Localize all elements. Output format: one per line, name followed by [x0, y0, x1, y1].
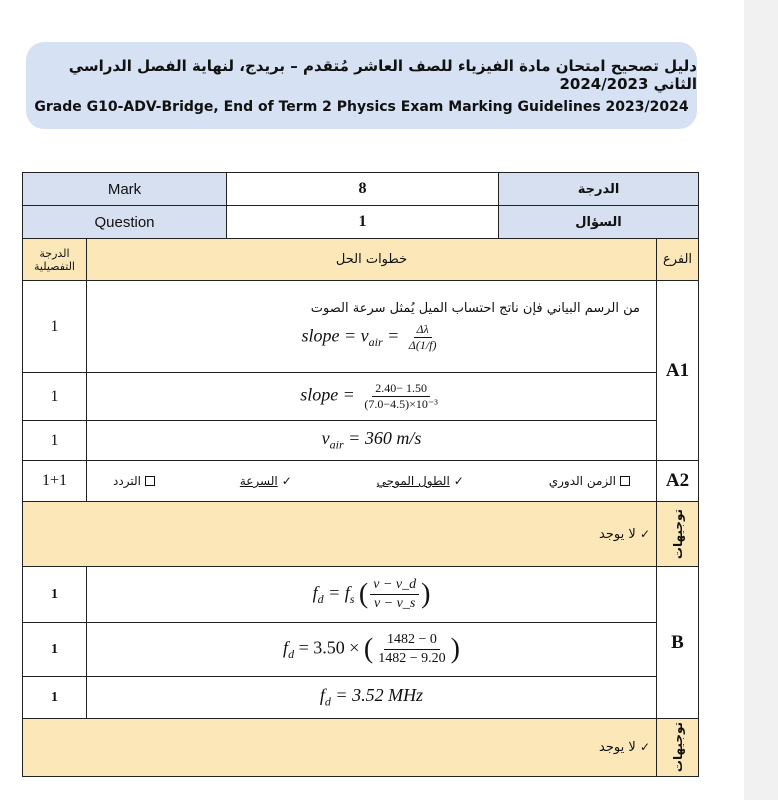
b-mark-3: 1: [23, 677, 87, 719]
branch-a2: A2: [657, 461, 699, 502]
mark-label-ar: الدرجة: [499, 173, 699, 206]
b-eq1-lhs: f: [312, 582, 318, 603]
b-eq3-rhs: = 3.52 MHz: [330, 685, 424, 706]
header-banner: [26, 42, 697, 129]
branch-a1: A1: [657, 281, 699, 461]
b-eq1-frac: [370, 576, 419, 613]
col-steps: خطوات الحل: [87, 239, 657, 281]
a2-mark: 1+1: [23, 461, 87, 502]
check-icon: ✓: [639, 526, 650, 541]
notes-2-label-cell: [657, 719, 699, 777]
mark-value: 8: [227, 173, 499, 206]
a2-option-list: [93, 474, 650, 488]
a1-step-1: [87, 281, 657, 373]
a1-eq1-lhs: slope = v: [301, 325, 369, 346]
col-branch: الفرع: [657, 239, 699, 281]
checkbox-empty-icon: [145, 476, 155, 486]
b-eq3-lhs-sub: d: [324, 694, 331, 709]
option-speed: [240, 474, 292, 488]
b-eq1-mid-sub: s: [349, 592, 355, 607]
a1-eq1-den: Δ(1/f): [408, 337, 437, 352]
b-eq2-mid: = 3.50 ×: [294, 637, 360, 658]
question-value: 1: [227, 206, 499, 239]
a1-eq1-num: Δλ: [414, 322, 432, 338]
b-eq-3: [87, 677, 657, 719]
option-frequency-label: التردد: [113, 474, 141, 488]
b-eq1-mid: = f: [323, 582, 350, 603]
option-speed-label: السرعة: [239, 474, 278, 488]
b-eq3-lhs: f: [319, 685, 325, 706]
a1-note: من الرسم البياني فإن ناتج احتساب الميل يُمثل سرعة الصوت: [310, 300, 640, 316]
b-eq2-den: 1482 − 9.20: [378, 651, 446, 666]
b-eq2-lhs: f: [283, 637, 289, 658]
col-detail-mark: الدرجة التفصيلية: [23, 239, 87, 281]
b-eq1-den: v − v_s: [374, 596, 416, 611]
a1-mark-3: 1: [23, 421, 87, 461]
b-eq-2: [87, 623, 657, 677]
question-label-en: Question: [23, 206, 227, 239]
notes-2-label: توجيهات: [670, 722, 685, 773]
mark-label-en: Mark: [23, 173, 227, 206]
option-period: [549, 474, 630, 488]
a1-eq1-sub: air: [368, 334, 383, 349]
option-frequency: [113, 474, 155, 488]
a1-eq3-v: v: [321, 428, 330, 449]
marking-table: [22, 172, 699, 777]
option-period-label: الزمن الدوري: [548, 474, 616, 488]
b-eq2-lhs-sub: d: [288, 647, 295, 662]
a1-eq2-frac: [361, 381, 440, 412]
paren-left: (: [363, 633, 374, 665]
check-icon: ✓: [639, 740, 650, 754]
b-eq1-num: v − v_d: [370, 576, 419, 595]
paren-right: ): [450, 633, 460, 665]
a1-eq3-sub: air: [329, 437, 344, 452]
a1-eq1-frac: [406, 322, 440, 353]
b-eq2-num: 1482 − 0: [384, 631, 440, 650]
b-mark-1: 1: [23, 567, 87, 623]
a1-eq2-num: 2.40− 1.50: [372, 381, 430, 397]
notes-1-text: لا يوجد: [599, 526, 636, 542]
notes-1: [23, 502, 657, 567]
notes-1-label: توجيهات: [670, 508, 685, 560]
notes-2: [23, 719, 657, 777]
a1-eq2-lhs: slope =: [300, 384, 355, 405]
option-wavelength: [377, 474, 464, 488]
a1-mark-1: 1: [23, 281, 87, 373]
b-mark-2: 1: [23, 623, 87, 677]
checkbox-empty-icon: [620, 476, 630, 486]
a1-eq3-rhs: = 360 m/s: [343, 428, 422, 449]
question-label-ar: السؤال: [499, 206, 699, 239]
b-eq2-frac: [375, 631, 448, 668]
paren-left: (: [358, 578, 369, 610]
b-eq-1: [87, 567, 657, 623]
b-eq1-lhs-sub: d: [317, 592, 324, 607]
a1-mark-2: 1: [23, 373, 87, 421]
a1-eq-1: slope = $v_{air}$ = $\frac{\Delta\lambda}{\Delta(1/f)}$: [93, 322, 650, 353]
notes-2-text: لا يوجد: [599, 740, 636, 755]
a1-eq2-den: (7.0−4.5)×10⁻³: [364, 397, 438, 411]
title-english: Grade G10-ADV-Bridge, End of Term 2 Physics Exam Marking Guidelines 2023/2024: [34, 98, 689, 115]
notes-1-label-cell: [657, 502, 699, 567]
a1-eq-3: [87, 421, 657, 461]
option-wavelength-label: الطول الموجي: [376, 474, 450, 488]
title-arabic: دليل تصحيح امتحان مادة الفيزياء للصف العاشر مُتقدم – بريدج، لنهاية الفصل الدراسي الثاني 2024/2023: [68, 56, 697, 93]
check-icon: ✓: [281, 474, 292, 488]
a2-options: [87, 461, 657, 502]
paren-right: ): [421, 578, 431, 610]
a1-eq-2: [87, 373, 657, 421]
check-icon: ✓: [453, 474, 464, 488]
branch-b: B: [657, 567, 699, 719]
